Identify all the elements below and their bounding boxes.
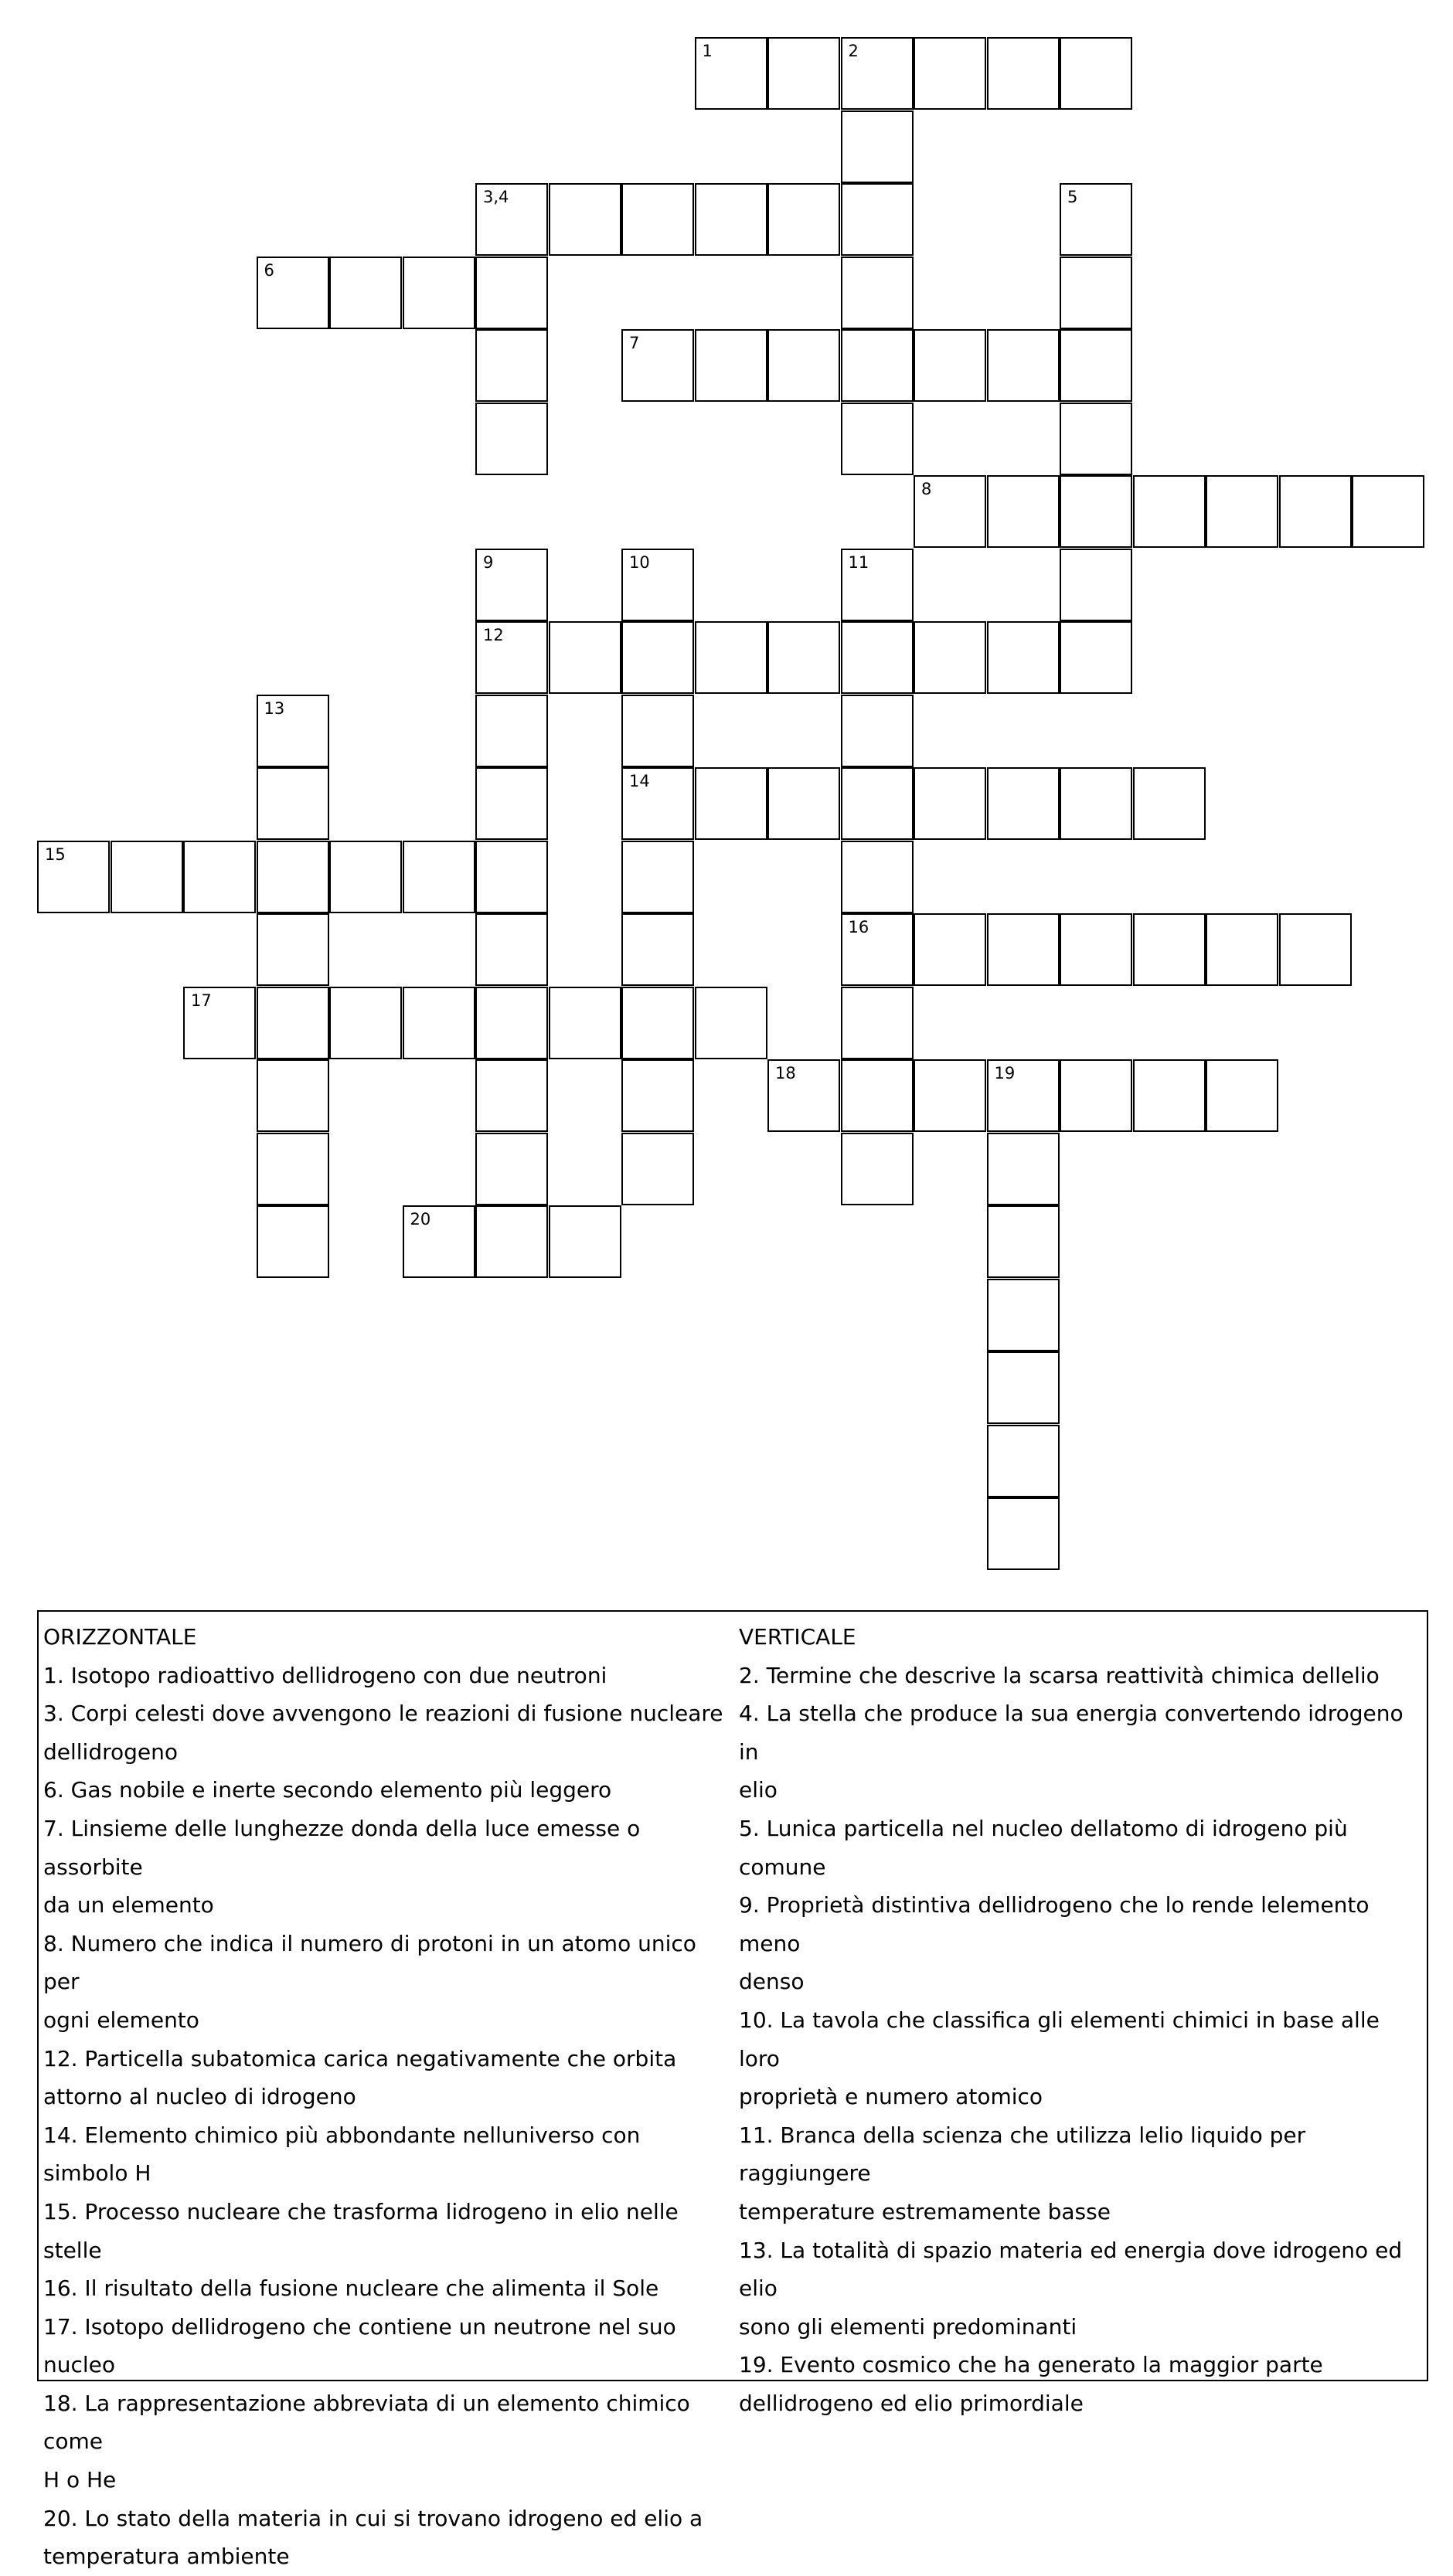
grid-cell[interactable]: [329, 987, 402, 1059]
down-heading: VERTICALE: [739, 1624, 856, 1650]
clue-number: 19: [994, 1064, 1016, 1082]
grid-cell[interactable]: [841, 987, 914, 1059]
grid-cell[interactable]: [987, 475, 1060, 548]
clue-number: 10: [629, 552, 650, 572]
grid-cell[interactable]: [767, 767, 840, 840]
grid-cell[interactable]: [841, 403, 914, 475]
grid-cell[interactable]: [1206, 1059, 1278, 1132]
grid-cell[interactable]: [841, 110, 914, 183]
grid-cell[interactable]: [257, 1059, 329, 1132]
across-clue: 18. La rappresentazione abbreviata di un elemento chimico come: [43, 2390, 690, 2455]
clue-number: 2: [848, 42, 859, 60]
grid-cell[interactable]: [475, 1133, 548, 1205]
grid-cell[interactable]: [257, 1205, 329, 1278]
across-heading: ORIZZONTALE: [43, 1624, 197, 1650]
down-clue: 11. Branca della scienza che utilizza lelio liquido per raggiungere: [739, 2122, 1306, 2187]
down-clue: 10. La tavola che classifica gli elementi chimici in base alle loro: [739, 2007, 1380, 2071]
grid-cell[interactable]: [695, 37, 767, 110]
grid-cell[interactable]: [987, 1351, 1060, 1424]
grid-cell[interactable]: [549, 1205, 621, 1278]
grid-cell[interactable]: [841, 549, 914, 621]
grid-cell[interactable]: [257, 987, 329, 1059]
grid-cell[interactable]: [767, 183, 840, 256]
grid-cell[interactable]: [621, 549, 694, 621]
clue-number: 15: [45, 845, 66, 864]
down-clue: 2. Termine che descrive la scarsa reattività chimica dellelio: [739, 1662, 1380, 1688]
grid-cell[interactable]: [549, 987, 621, 1059]
down-clue: denso: [739, 1969, 805, 1995]
clue-number: 12: [483, 626, 504, 644]
grid-cell[interactable]: [841, 183, 914, 256]
grid-cell[interactable]: [987, 1279, 1060, 1351]
grid-cell[interactable]: [403, 987, 475, 1059]
grid-cell[interactable]: [1060, 257, 1132, 329]
clue-number: 11: [848, 552, 869, 572]
grid-cell[interactable]: [183, 841, 256, 913]
grid-cell[interactable]: [257, 913, 329, 986]
grid-cell[interactable]: [1060, 549, 1132, 621]
grid-cell[interactable]: [111, 841, 183, 913]
across-clue: 16. Il risultato della fusione nucleare che alimenta il Sole: [43, 2275, 659, 2302]
grid-cell[interactable]: [475, 841, 548, 913]
grid-cell[interactable]: [1133, 767, 1206, 840]
grid-cell[interactable]: [475, 183, 548, 256]
grid-cell[interactable]: [183, 987, 256, 1059]
down-clue: temperature estremamente basse: [739, 2198, 1111, 2224]
grid-cell[interactable]: [257, 257, 329, 329]
grid-cell[interactable]: [767, 621, 840, 694]
grid-cell[interactable]: [841, 329, 914, 402]
grid-cell[interactable]: [1060, 913, 1132, 986]
grid-cell[interactable]: [1060, 37, 1132, 110]
across-clue: da un elemento: [43, 1892, 214, 1918]
down-clue: 9. Proprietà distintiva dellidrogeno che lo rende lelemento meno: [739, 1892, 1370, 1956]
across-clue: attorno al nucleo di idrogeno: [43, 2084, 356, 2110]
grid-cell[interactable]: [914, 1059, 986, 1132]
clue-number: 8: [921, 480, 932, 498]
clue-number: 9: [483, 552, 494, 572]
grid-cell[interactable]: [1279, 913, 1352, 986]
grid-cell[interactable]: [329, 841, 402, 913]
across-clue: ogni elemento: [43, 2007, 199, 2033]
grid-cell[interactable]: [475, 549, 548, 621]
grid-cell[interactable]: [37, 841, 110, 913]
grid-cell[interactable]: [987, 1133, 1060, 1205]
grid-cell[interactable]: [1279, 475, 1352, 548]
grid-cell[interactable]: [621, 913, 694, 986]
across-clue: temperatura ambiente: [43, 2544, 290, 2570]
grid-cell[interactable]: [1060, 183, 1132, 256]
grid-cell[interactable]: [257, 841, 329, 913]
across-clue: 7. Linsieme delle lunghezze donda della luce emesse o assorbite: [43, 1815, 641, 1880]
grid-cell[interactable]: [621, 183, 694, 256]
grid-cell[interactable]: [403, 841, 475, 913]
across-clue: 15. Processo nucleare che trasforma lidrogeno in elio nelle stelle: [43, 2198, 679, 2263]
grid-cell[interactable]: [621, 987, 694, 1059]
across-clues: [43, 1618, 731, 2576]
clue-number: 5: [1067, 188, 1078, 206]
clue-number: 7: [629, 334, 640, 352]
grid-cell[interactable]: [695, 183, 767, 256]
grid-cell[interactable]: [257, 1133, 329, 1205]
down-clues: [739, 1618, 1427, 2422]
grid-cell[interactable]: [914, 475, 986, 548]
grid-cell[interactable]: [1060, 1059, 1132, 1132]
down-clue: 19. Evento cosmico che ha generato la maggior parte: [739, 2352, 1323, 2378]
grid-cell[interactable]: [621, 329, 694, 402]
across-clue: 6. Gas nobile e inerte secondo elemento più leggero: [43, 1777, 612, 1803]
grid-cell[interactable]: [475, 1205, 548, 1278]
grid-cell[interactable]: [475, 403, 548, 475]
clue-number: 16: [848, 918, 869, 936]
grid-cell[interactable]: [475, 257, 548, 329]
grid-cell[interactable]: [1060, 621, 1132, 694]
grid-cell[interactable]: [1060, 767, 1132, 840]
grid-cell[interactable]: [841, 257, 914, 329]
grid-cell[interactable]: [987, 1497, 1060, 1570]
grid-cell[interactable]: [475, 767, 548, 840]
grid-cell[interactable]: [475, 621, 548, 694]
grid-cell[interactable]: [621, 621, 694, 694]
grid-cell[interactable]: [695, 767, 767, 840]
grid-cell[interactable]: [767, 37, 840, 110]
grid-cell[interactable]: [1206, 913, 1278, 986]
grid-cell[interactable]: [549, 183, 621, 256]
down-clue: 13. La totalità di spazio materia ed energia dove idrogeno ed elio: [739, 2237, 1403, 2302]
grid-cell[interactable]: [1352, 475, 1424, 548]
grid-cell[interactable]: [621, 841, 694, 913]
grid-cell[interactable]: [841, 913, 914, 986]
grid-cell[interactable]: [475, 913, 548, 986]
clue-number: 20: [410, 1210, 431, 1229]
grid-cell[interactable]: [1133, 913, 1206, 986]
across-clue: 17. Isotopo dellidrogeno che contiene un neutrone nel suo nucleo: [43, 2313, 676, 2378]
grid-cell[interactable]: [1060, 403, 1132, 475]
down-clue: 4. La stella che produce la sua energia convertendo idrogeno in: [739, 1701, 1404, 1765]
grid-cell[interactable]: [1133, 1059, 1206, 1132]
grid-cell[interactable]: [1060, 475, 1132, 548]
clue-number: 3,4: [483, 188, 509, 206]
grid-cell[interactable]: [257, 695, 329, 767]
clue-number: 6: [264, 260, 274, 280]
across-clue: 20. Lo stato della materia in cui si trovano idrogeno ed elio a: [43, 2505, 703, 2531]
grid-cell[interactable]: [841, 1133, 914, 1205]
grid-cell[interactable]: [695, 987, 767, 1059]
grid-cell[interactable]: [329, 257, 402, 329]
grid-cell[interactable]: [1060, 329, 1132, 402]
grid-cell[interactable]: [987, 37, 1060, 110]
grid-cell[interactable]: [475, 329, 548, 402]
grid-cell[interactable]: [695, 329, 767, 402]
grid-cell[interactable]: [987, 913, 1060, 986]
across-clue: 14. Elemento chimico più abbondante nelluniverso con simbolo H: [43, 2122, 641, 2187]
across-clue: 1. Isotopo radioattivo dellidrogeno con due neutroni: [43, 1662, 607, 1688]
grid-cell[interactable]: [914, 37, 986, 110]
down-clue: dellidrogeno ed elio primordiale: [739, 2390, 1084, 2416]
grid-cell[interactable]: [841, 1059, 914, 1132]
down-clue: 5. Lunica particella nel nucleo dellatomo di idrogeno più comune: [739, 1815, 1348, 1880]
grid-cell[interactable]: [1206, 475, 1278, 548]
grid-cell[interactable]: [987, 1205, 1060, 1278]
grid-cell[interactable]: [767, 1059, 840, 1132]
grid-cell[interactable]: [621, 695, 694, 767]
grid-cell[interactable]: [841, 621, 914, 694]
clue-number: 18: [775, 1064, 796, 1082]
grid-cell[interactable]: [767, 329, 840, 402]
grid-cell[interactable]: [841, 37, 914, 110]
across-clue: dellidrogeno: [43, 1738, 179, 1765]
grid-cell[interactable]: [1133, 475, 1206, 548]
grid-cell[interactable]: [841, 695, 914, 767]
grid-cell[interactable]: [695, 621, 767, 694]
grid-cell[interactable]: [914, 621, 986, 694]
grid-cell[interactable]: [987, 621, 1060, 694]
grid-cell[interactable]: [914, 913, 986, 986]
across-clue: 3. Corpi celesti dove avvengono le reazioni di fusione nucleare: [43, 1701, 723, 1727]
across-clue: 8. Numero che indica il numero di protoni in un atomo unico per: [43, 1930, 696, 1995]
grid-cell[interactable]: [841, 841, 914, 913]
grid-cell[interactable]: [621, 1059, 694, 1132]
clue-number: 13: [264, 698, 285, 718]
grid-cell[interactable]: [549, 621, 621, 694]
grid-cell[interactable]: [841, 767, 914, 840]
grid-cell[interactable]: [621, 1133, 694, 1205]
grid-cell[interactable]: [403, 257, 475, 329]
grid-cell[interactable]: [987, 1059, 1060, 1132]
grid-cell[interactable]: [987, 767, 1060, 840]
grid-cell[interactable]: [987, 1425, 1060, 1497]
clues-box: [37, 1610, 1428, 2570]
down-clue: proprietà e numero atomico: [739, 2084, 1043, 2110]
grid-cell[interactable]: [475, 695, 548, 767]
down-clue: sono gli elementi predominanti: [739, 2313, 1077, 2340]
grid-cell[interactable]: [475, 1059, 548, 1132]
clue-number: 14: [629, 772, 650, 790]
down-clue: elio: [739, 1777, 778, 1803]
grid-cell[interactable]: [987, 329, 1060, 402]
clue-number: 1: [702, 42, 713, 60]
across-clue: H o He: [43, 2467, 117, 2493]
grid-cell[interactable]: [914, 767, 986, 840]
grid-cell[interactable]: [403, 1205, 475, 1278]
grid-cell[interactable]: [621, 767, 694, 840]
grid-cell[interactable]: [914, 329, 986, 402]
grid-cell[interactable]: [257, 767, 329, 840]
across-clue: 12. Particella subatomica carica negativamente che orbita: [43, 2045, 677, 2071]
grid-cell[interactable]: [475, 987, 548, 1059]
clue-number: 17: [191, 991, 212, 1010]
